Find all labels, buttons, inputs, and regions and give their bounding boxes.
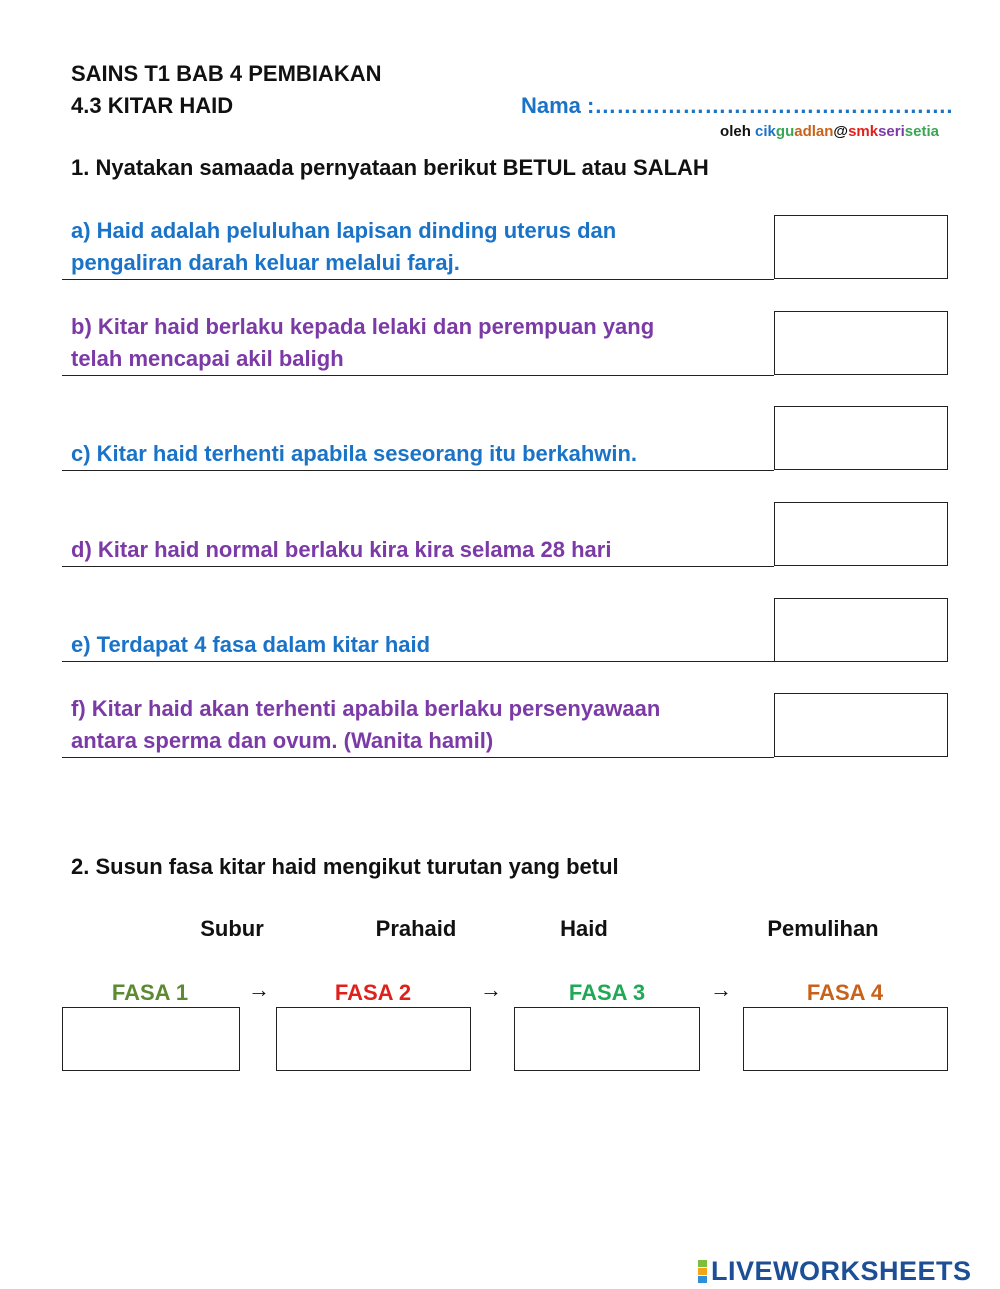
statement-line: a) Haid adalah peluluhan lapisan dinding uterus dan <box>71 218 617 243</box>
logo-tiles-icon <box>698 1260 707 1283</box>
author-credit <box>720 123 939 140</box>
credit-part: @ <box>833 123 849 140</box>
answer-box-c[interactable] <box>774 406 948 470</box>
phase-label-3: FASA 3 <box>568 980 646 1005</box>
credit-part: seri <box>878 123 905 140</box>
statement-line: antara sperma dan ovum. (Wanita hamil) <box>71 728 494 753</box>
statement-d: d) Kitar haid normal berlaku kira kira selama 28 hari <box>71 537 612 562</box>
answer-line <box>62 375 774 376</box>
answer-box-a[interactable] <box>774 215 948 279</box>
option-pemulihan: Pemulihan <box>767 916 879 941</box>
phase-label-1: FASA 1 <box>111 980 189 1005</box>
statement-line: pengaliran darah keluar melalui faraj. <box>71 250 460 275</box>
phase-label-4: FASA 4 <box>806 980 884 1005</box>
credit-part: smk <box>848 123 879 140</box>
credit-part: adlan <box>794 123 834 140</box>
arrow-icon: → <box>248 977 270 1002</box>
answer-box-b[interactable] <box>774 311 948 375</box>
statement-b <box>71 311 654 375</box>
statement-c: c) Kitar haid terhenti apabila seseorang itu berkahwin. <box>71 441 638 466</box>
option-haid: Haid <box>560 916 608 941</box>
credit-part: gu <box>775 123 795 140</box>
statement-line: b) Kitar haid berlaku kepada lelaki dan perempuan yang <box>71 314 655 339</box>
arrow-icon: → <box>710 977 732 1002</box>
answer-line <box>62 470 774 471</box>
credit-part: cik <box>755 123 776 140</box>
phase-box-3[interactable] <box>514 1007 700 1071</box>
answer-box-f[interactable] <box>774 693 948 757</box>
phase-box-1[interactable] <box>62 1007 240 1071</box>
name-field[interactable]: Nama :…………………………………………. <box>521 93 953 118</box>
section2-heading: 2. Susun fasa kitar haid mengikut turutan yang betul <box>71 854 619 879</box>
statement-line: telah mencapai akil baligh <box>71 346 344 371</box>
option-subur: Subur <box>200 916 264 941</box>
statement-e: e) Terdapat 4 fasa dalam kitar haid <box>71 632 431 657</box>
answer-line <box>62 279 774 280</box>
answer-box-e[interactable] <box>774 598 948 662</box>
credit-prefix: oleh <box>720 123 756 140</box>
answer-line <box>62 757 774 758</box>
logo-text: LIVEWORKSHEETS <box>711 1256 972 1286</box>
statement-f <box>71 693 660 757</box>
section1-heading: 1. Nyatakan samaada pernyataan berikut BETUL atau SALAH <box>71 155 709 180</box>
answer-box-d[interactable] <box>774 502 948 566</box>
phase-box-2[interactable] <box>276 1007 471 1071</box>
option-prahaid: Prahaid <box>375 916 457 941</box>
arrow-icon: → <box>480 977 502 1002</box>
statement-line: f) Kitar haid akan terhenti apabila berlaku persenyawaan <box>71 696 661 721</box>
worksheet-title: SAINS T1 BAB 4 PEMBIAKAN <box>71 61 382 86</box>
statement-a <box>71 215 616 279</box>
phase-label-2: FASA 2 <box>334 980 412 1005</box>
phase-box-4[interactable] <box>743 1007 948 1071</box>
credit-part: setia <box>904 123 939 140</box>
worksheet-subtitle: 4.3 KITAR HAID <box>71 93 234 118</box>
answer-line <box>62 661 774 662</box>
liveworksheets-logo <box>698 1256 972 1287</box>
answer-line <box>62 566 774 567</box>
